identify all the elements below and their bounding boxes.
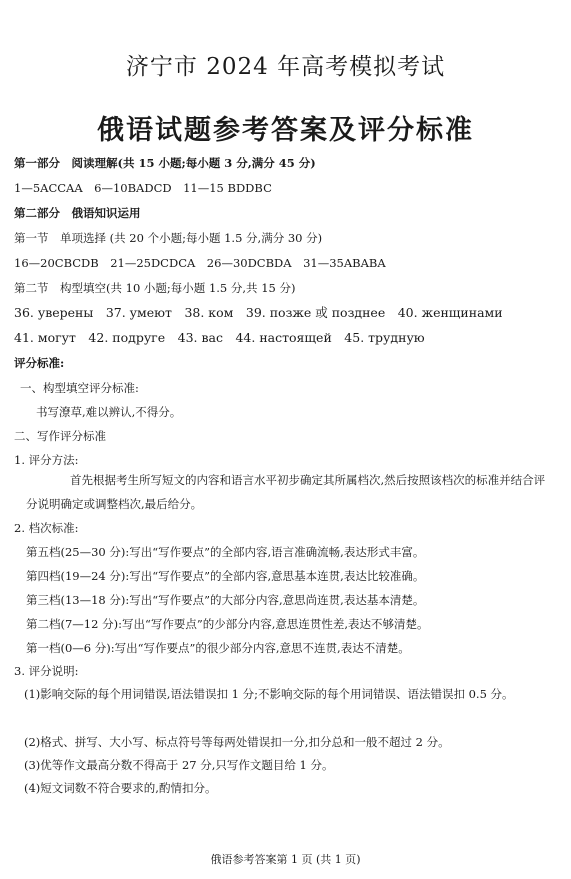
grades-heading: 2. 档次标准:	[14, 521, 79, 535]
part2-heading: 第二部分 俄语知识运用	[14, 206, 141, 220]
part1-answers: 1—5ACCAA 6—10BADCD 11—15 BDDBC	[14, 181, 272, 195]
page-footer: 俄语参考答案第 1 页 (共 1 页)	[210, 853, 361, 866]
part2-section1-heading: 第一节 单项选择 (共 20 个小题;每小题 1.5 分,满分 30 分)	[14, 231, 323, 245]
note-2: (2)格式、拼写、大小写、标点符号等每两处错误扣一分,扣分总和一般不超过 2 分。	[24, 735, 450, 749]
note-1: (1)影响交际的每个用词错误,语法错误扣 1 分;不影响交际的每个用词错误、语法错误扣 0.5 分。	[24, 687, 514, 701]
scoring-item1-heading: 一、构型填空评分标准:	[20, 381, 139, 395]
grade-level-4: 第四档(19—24 分):写出“写作要点”的全部内容,意思基本连贯,表达比较准确。	[26, 569, 425, 583]
grade-level-3: 第三档(13—18 分):写出“写作要点”的大部分内容,意思尚连贯,表达基本清楚。	[26, 593, 425, 607]
part2-section2-answers-2: 41. могут 42. подруге 43. вас 44. настоящей 45. трудную	[14, 330, 425, 345]
scoring-method-text: 首先根据考生所写短文的内容和语言水平初步确定其所属档次,然后按照该档次的标准并结合评分说明确定或调整档次,最后给分。	[26, 473, 546, 511]
part1-heading: 第一部分 阅读理解(共 15 小题;每小题 3 分,满分 45 分)	[14, 156, 316, 170]
notes-heading: 3. 评分说明:	[14, 664, 79, 678]
note-4: (4)短文词数不符合要求的,酌情扣分。	[24, 781, 217, 795]
part2-section2-answers-1: 36. уверены 37. умеют 38. ком 39. позже 或 позднее 40. женщинами	[14, 305, 503, 320]
scoring-item2-heading: 二、写作评分标准	[14, 429, 106, 443]
scoring-method-heading: 1. 评分方法:	[14, 453, 79, 467]
grade-level-5: 第五档(25—30 分):写出“写作要点”的全部内容,语言准确流畅,表达形式丰富。	[26, 545, 425, 559]
grade-level-2: 第二档(7—12 分):写出“写作要点”的少部分内容,意思连贯性差,表达不够清楚。	[26, 617, 429, 631]
grade-level-1: 第一档(0—6 分):写出“写作要点”的很少部分内容,意思不连贯,表达不清楚。	[26, 641, 410, 655]
part2-section1-answers: 16—20CBCDB 21—25DCDCA 26—30DCBDA 31—35ABABA	[14, 256, 386, 270]
document-title: 俄语试题参考答案及评分标准	[97, 115, 474, 146]
scoring-heading: 评分标准:	[14, 356, 65, 370]
scoring-item1-text: 书写潦草,难以辨认,不得分。	[36, 405, 182, 419]
note-3: (3)优等作文最高分数不得高于 27 分,只写作文题目给 1 分。	[24, 758, 334, 772]
part2-section2-heading: 第二节 构型填空(共 10 小题;每小题 1.5 分,共 15 分)	[14, 281, 296, 295]
exam-title: 济宁市 2024 年高考模拟考试	[125, 54, 446, 80]
